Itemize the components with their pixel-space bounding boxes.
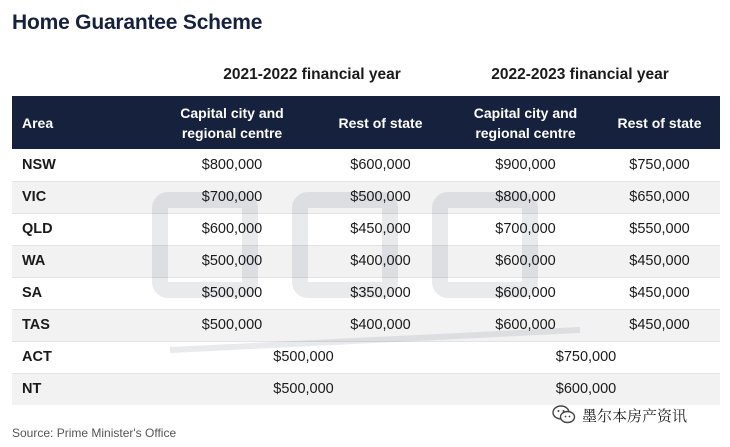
cell-rest-2021: $600,000 xyxy=(309,149,452,181)
cell-capital-2022: $900,000 xyxy=(452,149,599,181)
table-row-nt xyxy=(12,373,720,405)
cell-area: TAS xyxy=(12,309,155,341)
cell-capital-2022: $600,000 xyxy=(452,309,599,341)
cell-area: SA xyxy=(12,277,155,309)
page-title: Home Guarantee Scheme xyxy=(12,11,263,34)
table-row-wa xyxy=(12,245,720,277)
table-row-act xyxy=(12,341,720,373)
column-header-capital-2022: Capital city and regional centre xyxy=(473,104,578,141)
cell-rest-2022: $450,000 xyxy=(599,245,720,277)
cell-rest-2021: $400,000 xyxy=(309,245,452,277)
cell-merged-2022: $600,000 xyxy=(452,373,720,405)
source-note: Source: Prime Minister's Office xyxy=(12,426,177,440)
cell-rest-2022: $650,000 xyxy=(599,181,720,213)
cell-capital-2021: $500,000 xyxy=(155,277,309,309)
cell-capital-2021: $800,000 xyxy=(155,149,309,181)
cell-capital-2021: $500,000 xyxy=(155,309,309,341)
cell-merged-2022: $750,000 xyxy=(452,341,720,373)
cell-area: NSW xyxy=(12,149,155,181)
wechat-account-name: 墨尔本房产资讯 xyxy=(582,407,688,425)
table-row-tas xyxy=(12,309,720,341)
table-row-nsw xyxy=(12,149,720,181)
cell-rest-2022: $550,000 xyxy=(599,213,720,245)
table-row-sa xyxy=(12,277,720,309)
cell-rest-2021: $350,000 xyxy=(309,277,452,309)
cell-rest-2022: $450,000 xyxy=(599,309,720,341)
cell-rest-2021: $500,000 xyxy=(309,181,452,213)
cell-capital-2022: $700,000 xyxy=(452,213,599,245)
cell-rest-2021: $450,000 xyxy=(309,213,452,245)
cell-capital-2021: $500,000 xyxy=(155,245,309,277)
cell-area: QLD xyxy=(12,213,155,245)
cell-capital-2021: $600,000 xyxy=(155,213,309,245)
period-header-2021-2022: 2021-2022 financial year xyxy=(223,66,401,83)
column-header-rest-2022: Rest of state xyxy=(617,114,702,131)
cell-area: VIC xyxy=(12,181,155,213)
home-guarantee-table xyxy=(12,96,720,405)
cell-rest-2021: $400,000 xyxy=(309,309,452,341)
table-header-row xyxy=(12,96,720,149)
cell-merged-2021: $500,000 xyxy=(155,373,452,405)
table-row-vic xyxy=(12,181,720,213)
cell-area: ACT xyxy=(12,341,155,373)
period-header-2022-2023: 2022-2023 financial year xyxy=(491,66,669,83)
wechat-account xyxy=(552,404,687,426)
cell-merged-2021: $500,000 xyxy=(155,341,452,373)
column-header-rest-2021: Rest of state xyxy=(338,114,423,131)
cell-rest-2022: $750,000 xyxy=(599,149,720,181)
cell-capital-2022: $600,000 xyxy=(452,245,599,277)
cell-capital-2022: $600,000 xyxy=(452,277,599,309)
cell-capital-2021: $700,000 xyxy=(155,181,309,213)
column-header-capital-2021: Capital city and regional centre xyxy=(180,104,284,141)
wechat-icon xyxy=(552,404,576,426)
table-row-qld xyxy=(12,213,720,245)
column-header-area: Area xyxy=(22,114,54,131)
cell-capital-2022: $800,000 xyxy=(452,181,599,213)
cell-area: NT xyxy=(12,373,155,405)
cell-area: WA xyxy=(12,245,155,277)
cell-rest-2022: $450,000 xyxy=(599,277,720,309)
